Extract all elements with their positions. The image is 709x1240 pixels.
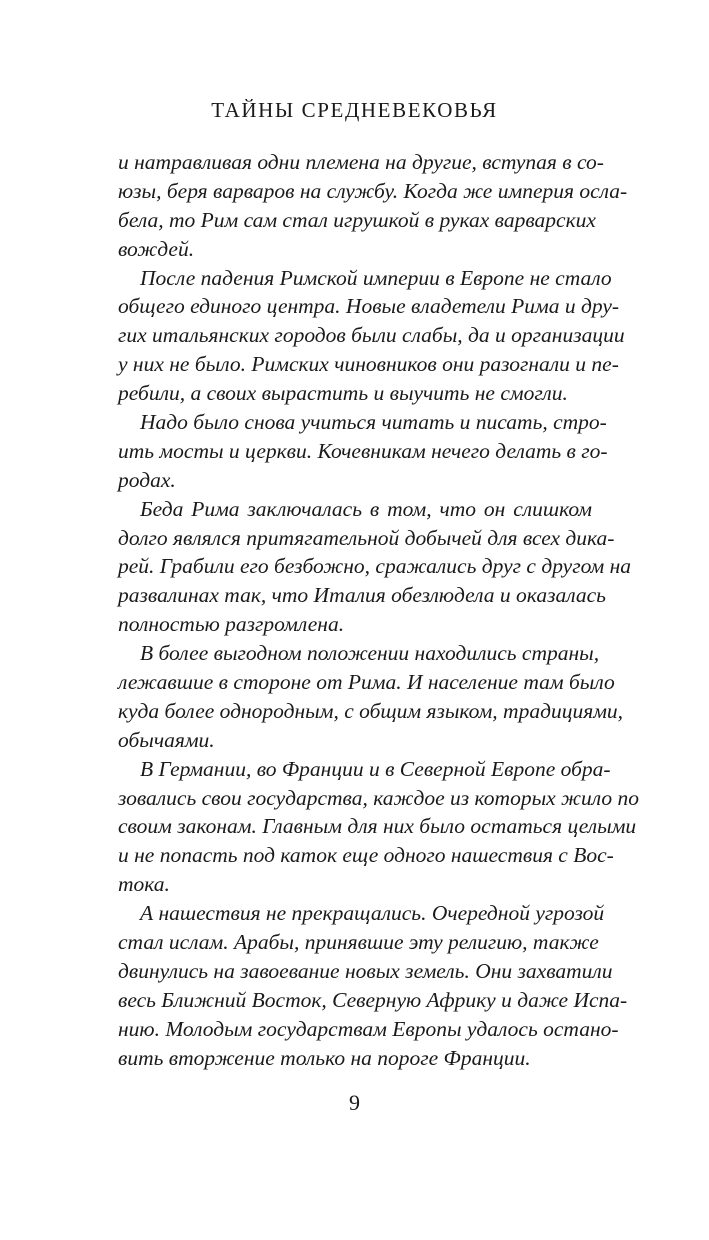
text-line: стал ислам. Арабы, принявшие эту религию, также	[118, 930, 599, 955]
text-line: полностью разгромлена.	[118, 612, 345, 637]
text-line: После падения Римской империи в Европе не стало	[140, 265, 612, 290]
text-line: Беда Рима заключалась в том, что он слишком	[140, 496, 592, 521]
text-line: общего единого центра. Новые владетели Рима и дру-	[118, 294, 620, 319]
text-line: нию. Молодым государствам Европы удалось остано-	[118, 1016, 619, 1041]
text-line: ить мосты и церкви. Кочевникам нечего делать в го-	[118, 438, 608, 463]
text-line: юзы, беря варваров на службу. Когда же империя осла-	[118, 178, 628, 203]
text-line: ребили, а своих вырастить и выучить не смогли.	[118, 381, 568, 406]
page-number: 9	[349, 1090, 360, 1115]
text-line: лежавшие в стороне от Рима. И население там было	[118, 670, 615, 695]
text-line: своим законам. Главным для них было остаться целыми	[118, 814, 637, 839]
text-line: куда более однородным, с общим языком, традициями,	[118, 698, 624, 723]
text-line: двинулись на завоевание новых земель. Они захватили	[118, 958, 613, 983]
text-line: развалинах так, что Италия обезлюдела и оказалась	[118, 583, 606, 608]
text-line: обычаями.	[118, 727, 215, 752]
text-line: В Германии, во Франции и в Северной Европе обра-	[140, 756, 611, 781]
text-line: у них не было. Римских чиновников они разогнали и пе-	[118, 352, 619, 377]
text-line: и не попасть под каток еще одного нашествия с Вос-	[118, 843, 614, 868]
text-line: гих итальянских городов были слабы, да и организации	[118, 323, 625, 348]
text-line: тока.	[118, 872, 170, 897]
text-line: вить вторжение только на пороге Франции.	[118, 1045, 531, 1070]
text-line: и натравливая одни племена на другие, вступая в со-	[118, 150, 604, 174]
text-line: вождей.	[118, 236, 195, 261]
text-line: бела, то Рим сам стал игрушкой в руках варварских	[118, 207, 596, 232]
text-line: А нашествия не прекращались. Очередной угрозой	[140, 901, 605, 926]
body-text	[118, 148, 640, 1073]
text-line: рей. Грабили его безбожно, сражались друг с другом на	[118, 554, 632, 579]
text-line: зовались свои государства, каждое из которых жило по	[118, 785, 640, 810]
text-line: долго являлся притягательной добычей для всех дика-	[118, 525, 615, 550]
text-line: Надо было снова учиться читать и писать, стро-	[140, 410, 607, 435]
running-head: ТАЙНЫ СРЕДНЕВЕКОВЬЯ	[211, 98, 498, 122]
text-line: весь Ближний Восток, Северную Африку и даже Испа-	[118, 987, 628, 1012]
text-line: родах.	[118, 467, 176, 492]
text-line: В более выгодном положении находились страны,	[140, 641, 600, 666]
